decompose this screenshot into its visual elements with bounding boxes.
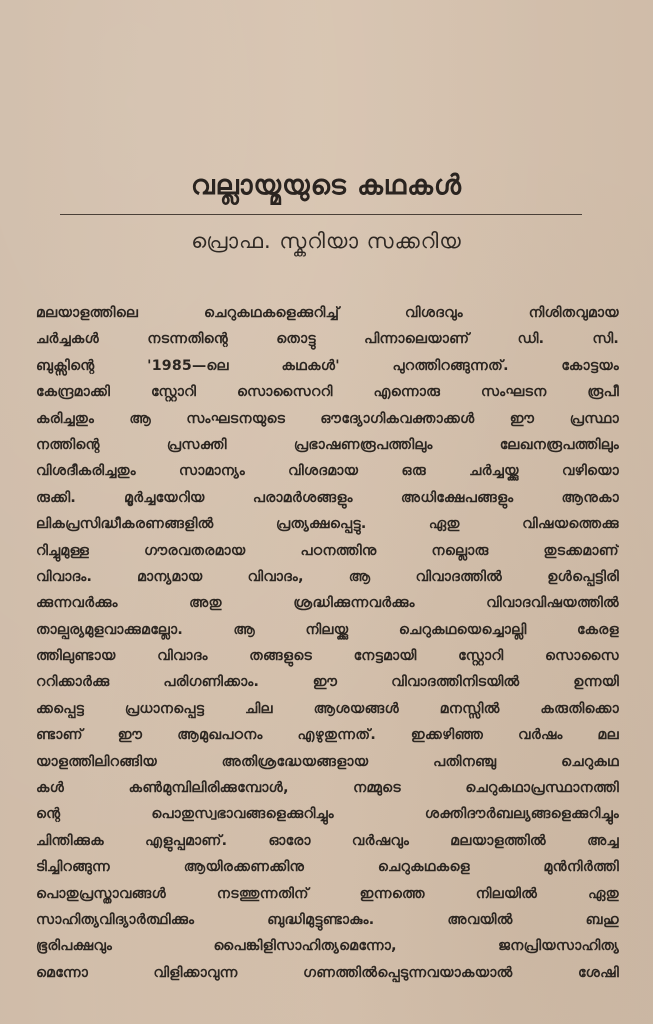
body-line: കരിച്ചതും ആ സംഘടനയുടെ ഔദ്യോഗികവക്താക്കൾ ഈ പ്രസ്ഥാ: [36, 410, 619, 427]
body-line: റിച്ചുമുള്ള ഗൗരവതരമായ പഠനത്തിനു നല്ലൊരു തുടക്കമാണ്: [36, 542, 619, 559]
body-line: മലയാളത്തിലെ ചെറുകഥകളെക്കുറിച്ച് വിശദവും നിശിതവുമായ: [36, 305, 619, 321]
body-line: ലികപ്രസിദ്ധീകരണങ്ങളിൽ പ്രത്യക്ഷപ്പെട്ടു. ഏതു വിഷയത്തെക്കു: [36, 516, 619, 533]
body-line: പൊതുപ്രസ്താവങ്ങൾ നടത്തുന്നതിന് ഇന്നത്തെ നിലയിൽ ഏതു: [36, 885, 619, 902]
body-line: കൾ കൺമുമ്പിലിരിക്കുമ്പോൾ, നമ്മുടെ ചെറുകഥാപ്രസ്ഥാനത്തി: [36, 780, 619, 797]
body-line: വിവാദം. മാന്യമായ വിവാദം, ആ വിവാദത്തിൽ ഉൾപ്പെട്ടിരി: [36, 568, 619, 585]
article-body: [36, 300, 619, 986]
body-line: രുക്കി. മൂർച്ചയേറിയ പരാമർശങ്ങളും അധിക്ഷേപങ്ങളും ആനുകാ: [36, 489, 619, 506]
article-author: പ്രൊഫ. സ്കറിയാ സക്കറിയ: [191, 229, 462, 253]
body-line: മെന്നോ വിളിക്കാവുന്ന ഗണത്തിൽപ്പെടുന്നവയാകയാൽ ശേഷി: [36, 964, 619, 981]
body-line: ക്കപ്പെട്ട പ്രധാനപ്പെട്ട ചില ആശയങ്ങൾ മനസ്സിൽ കരുതിക്കൊ: [36, 700, 619, 717]
title-divider-rule: [60, 214, 582, 215]
body-line: ക്കുന്നവർക്കും അതു ശ്രദ്ധിക്കുന്നവർക്കും വിവാദവിഷയത്തിൽ: [36, 595, 619, 612]
body-line: താല്പര്യമുളവാക്കുമല്ലോ. ആ നിലയ്ക്കു ചെറുകഥയെച്ചൊല്ലി കേരള: [36, 621, 619, 638]
article-title: വല്ലായ്മയുടെ കഥകൾ: [190, 170, 463, 201]
body-line: ത്തിലുണ്ടായ വിവാദം തങ്ങളുടെ നേട്ടമായി സ്റ്റോറി സൊസൈ: [36, 648, 619, 665]
body-line: കേന്ദ്രമാക്കി സ്റ്റോറി സൊസൈററി എന്നൊരു സംഘടന രൂപീ: [36, 384, 619, 401]
body-line: നത്തിന്റെ പ്രസക്തി പ്രഭാഷണരൂപത്തിലും ലേഖനരൂപത്തിലും: [36, 436, 619, 453]
body-line: യാളത്തിലിറങ്ങിയ അതിശ്രദ്ധേയങ്ങളായ പതിനഞ്ചു ചെറുകഥ: [36, 753, 619, 770]
body-line: ബുക്സിന്റെ '1985—ലെ കഥകൾ' പുറത്തിറങ്ങുന്നത്. കോട്ടയം: [36, 357, 619, 374]
body-line: ന്റെ പൊതുസ്വഭാവങ്ങളെക്കുറിച്ചും ശക്തിദൗർബല്യങ്ങളെക്കുറിച്ചും: [36, 806, 619, 823]
body-line: ടിച്ചിറങ്ങുന്ന ആയിരക്കണക്കിനു ചെറുകഥകളെ മുൻനിർത്തി: [36, 859, 619, 876]
body-line: ററിക്കാർക്കു പരിഗണിക്കാം. ഈ വിവാദത്തിനിടയിൽ ഉന്നയി: [36, 674, 619, 691]
body-line: ണ്ടാണ് ഈ ആമുഖപഠനം എഴുതുന്നത്. ഇക്കഴിഞ്ഞ വർഷം മല: [36, 727, 619, 744]
body-line: ചിന്തിക്കുക എളുപ്പമാണ്. ഓരോ വർഷവും മലയാളത്തിൽ അച്ച: [36, 832, 619, 849]
body-line: ഭൂരിപക്ഷവും പൈങ്കിളിസാഹിത്യമെന്നോ, ജനപ്രിയസാഹിത്യ: [36, 938, 619, 955]
body-line: സാഹിത്യവിദ്യാർത്ഥിക്കും ബുദ്ധിമുട്ടുണ്ടാകും. അവയിൽ ബഹു: [36, 911, 619, 928]
body-line: വിശദീകരിച്ചതും സാമാന്യം വിശദമായ ഒരു ചർച്ചയ്ക്കു വഴിയൊ: [36, 463, 619, 480]
body-line: ചർച്ചകൾ നടന്നതിന്റെ തൊട്ടു പിന്നാലെയാണ് ഡി. സി.: [36, 331, 619, 348]
